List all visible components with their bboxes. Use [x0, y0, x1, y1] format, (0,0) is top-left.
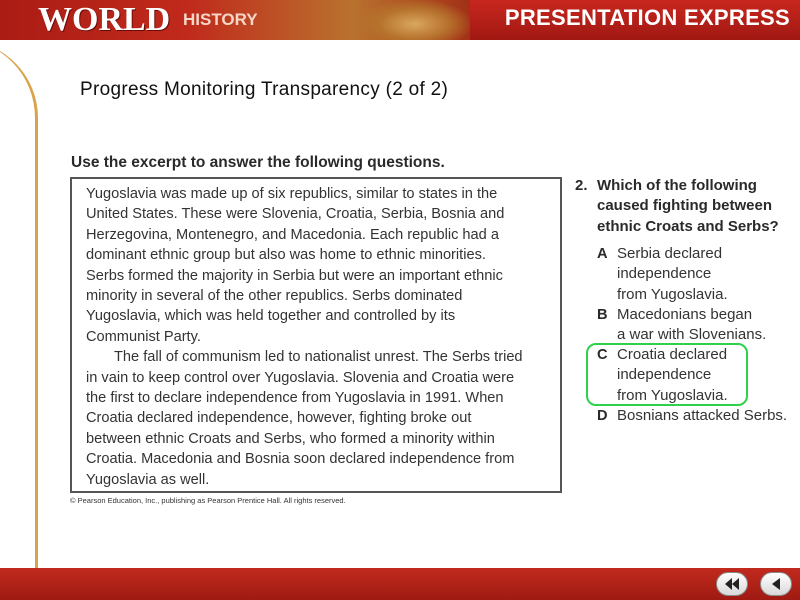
excerpt-paragraph-2: The fall of communism led to nationalist unrest. The Serbs tried in vain to keep control over Yugoslavia. Slovenia and Croatia were the first to declare independence from Yugoslavia in 1991. When Croatia declared independence, however, fighting broke out between ethnic Croats and Serbs, who formed a minority within Croatia. Macedonia and Bosnia soon declared independence from Yugoslavia as well.	[86, 349, 523, 488]
excerpt-box	[70, 177, 562, 493]
previous-slide-button[interactable]	[716, 572, 748, 596]
rewind-icon	[724, 578, 740, 590]
statue-decoration	[360, 0, 470, 40]
header-banner	[0, 0, 800, 40]
slide-title: Progress Monitoring Transparency (2 of 2)	[80, 79, 449, 100]
instruction-text: Use the excerpt to answer the following questions.	[71, 154, 445, 171]
choice-letter: A	[597, 246, 608, 262]
logo-panel	[0, 0, 470, 40]
logo-world-text: WORLD	[38, 1, 171, 38]
choice-letter: C	[597, 347, 608, 363]
presentation-express-title: PRESENTATION EXPRESS	[504, 5, 790, 30]
logo-history-text: HISTORY	[183, 10, 258, 29]
copyright-notice: © Pearson Education, Inc., publishing as Pearson Prentice Hall. All rights reserved.	[70, 496, 346, 505]
choice-letter: B	[597, 307, 608, 323]
choice-letter: D	[597, 408, 608, 424]
question-number: 2.	[575, 177, 588, 194]
back-button[interactable]	[760, 572, 792, 596]
excerpt-paragraph-1: Yugoslavia was made up of six republics, similar to states in the United States. These were Slovenia, Croatia, Serbia, Bosnia and Herzegovina, Montenegro, and Macedonia. Each republic had a dominant ethnic group but also was home to ethnic minorities. Serbs formed the majority in Serbia but were an important ethnic minority in several of the other republics. Serbs dominated Yugoslavia, which was held together and controlled by its Communist Party.	[86, 186, 505, 345]
side-border-arc	[0, 40, 50, 600]
play-back-icon	[770, 578, 782, 590]
choice-text: Croatia declared independence from Yugoslavia.	[617, 346, 728, 404]
choice-text: Macedonians began a war with Slovenians.	[617, 306, 767, 344]
question-text: Which of the following caused fighting between ethnic Croats and Serbs?	[597, 177, 779, 235]
choice-text: Bosnians attacked Serbs.	[617, 407, 788, 424]
footer-bar	[0, 568, 800, 600]
correct-answer-highlight	[586, 343, 748, 406]
choice-text: Serbia declared independence from Yugoslavia.	[617, 245, 728, 303]
